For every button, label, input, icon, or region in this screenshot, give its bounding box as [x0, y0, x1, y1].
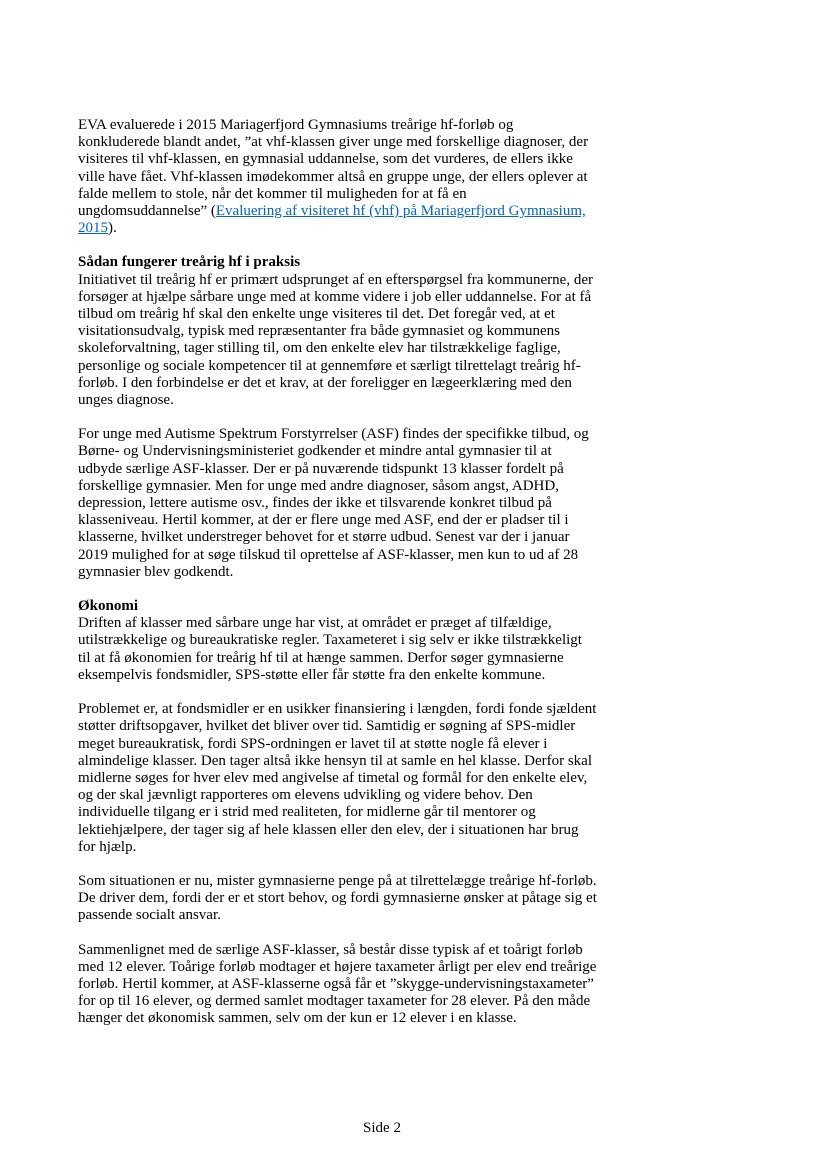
- section-heading: [78, 598, 598, 615]
- text-run: ).: [108, 220, 117, 237]
- paragraph: [78, 117, 598, 237]
- paragraph: [78, 942, 598, 1028]
- report-hyperlink[interactable]: Evaluering af visiteret hf (vhf) på Mariagerfjord Gymnasium, 2015: [78, 203, 586, 237]
- text-run: Som situationen er nu, mister gymnasierne penge på at tilrettelægge treårige hf-forløb. De driver dem, fordi der er et stort behov, og fordi gymnasierne ønsker at påtage sig et passende socialt ansvar.: [78, 872, 597, 924]
- paragraph: [78, 272, 598, 410]
- paragraph: [78, 426, 598, 581]
- text-run: Økonomi: [78, 598, 139, 615]
- page-number: Side 2: [363, 1120, 401, 1136]
- text-run: For unge med Autisme Spektrum Forstyrrelser (ASF) findes der specifikke tilbud, og Børne- og Undervisningsministeriet godkender et mindre antal gymnasier til at udbyde særlige ASF-klasser. Der er på nuværende tidspunkt 13 klasser fordelt på forskellige gymnasier. Men for unge med andre diagnoser, såsom angst, ADHD, depression, lettere autisme osv., findes der ikke et tilsvarende konkret tilbud på klasseniveau. Hertil kommer, at der er flere unge med ASF, end der er pladser til i klasserne, hvilket understreger behovet for et større udbud. Senest var der i januar 2019 mulighed for at søge tilskud til oprettelse af ASF-klasser, men kun to ud af 28 gymnasier blev godkendt.: [78, 426, 589, 580]
- text-run: Sammenlignet med de særlige ASF-klasser, så består disse typisk af et toårigt forløb med 12 elever. Toårige forløb modtager et højere taxameter årligt per elev end treårige forløb. Hertil kommer, at ASF-klasserne også får et ”skygge-undervisningstaxameter” for op til 16 elever, og dermed samlet modtager taxameter for 28 elever. På den måde hænger det økonomisk sammen, selv om der kun er 12 elever i en klasse.: [78, 941, 597, 1027]
- text-run: Driften af klasser med sårbare unge har vist, at området er præget af tilfældige, utilstrækkelige og bureaukratiske regler. Taxameteret i sig selv er ikke tilstrækkeligt til at få økonomien for treårig hf til at hænge sammen. Derfor søger gymnasierne eksempelvis fondsmidler, SPS-støtte eller får støtte fra den enkelte kommune.: [78, 615, 582, 683]
- paragraph: [78, 615, 598, 684]
- page-footer: [32, 1120, 732, 1137]
- paragraph: [78, 873, 598, 925]
- section-heading: [78, 254, 598, 271]
- text-run: EVA evaluerede i 2015 Mariagerfjord Gymnasiums treårige hf-forløb og konkluderede blandt andet, ”at vhf-klassen giver unge med forskellige diagnoser, der visiteres til vhf-klassen, en gymnasial uddannelse, som det vurderes, de ellers ikke ville have fået. Vhf-klassen imødekommer altså en gruppe unge, der ellers oplever at falde mellem to stole, når det kommer til muligheden for at få en ungdomsuddannelse” (: [78, 117, 589, 220]
- document-body: [78, 117, 598, 1045]
- text-run: Sådan fungerer treårig hf i praksis: [78, 254, 301, 271]
- text-run: Problemet er, at fondsmidler er en usikker finansiering i længden, fordi fonde sjældent støtter driftsopgaver, hvilket det bliver over tid. Samtidig er søgning af SPS-midler meget bureaukratisk, fordi SPS-ordningen er lavet til at støtte nogle få elever i almindelige klasser. Den tager altså ikke hensyn til at samle en hel klasse. Derfor skal midlerne søges for hver elev med angivelse af timetal og formål for den enkelte elev, og der skal jævnligt rapporteres om elevens udvikling og videre behov. Den individuelle tilgang er i strid med realiteten, for midlerne går til mentorer og lektiehjælpere, der tager sig af hele klassen eller den elev, der i situationen har brug for hjælp.: [78, 701, 597, 855]
- text-run: Initiativet til treårig hf er primært udsprunget af en efterspørgsel fra kommunerne, der forsøger at hjælpe sårbare unge med at komme videre i job eller uddannelse. For at få tilbud om treårig hf skal den enkelte unge visiteres til det. Det foregår ved, at et visitationsudvalg, typisk med repræsentanter fra både gymnasiet og kommunens skoleforvaltning, tager stilling til, om den enkelte elev har tilstrækkelige faglige, personlige og sociale kompetencer til at gennemføre et særligt tilrettelagt treårig hf-forløb. I den forbindelse er det et krav, at der foreligger en lægeerklæring med den unges diagnose.: [78, 271, 593, 409]
- paragraph: [78, 701, 598, 856]
